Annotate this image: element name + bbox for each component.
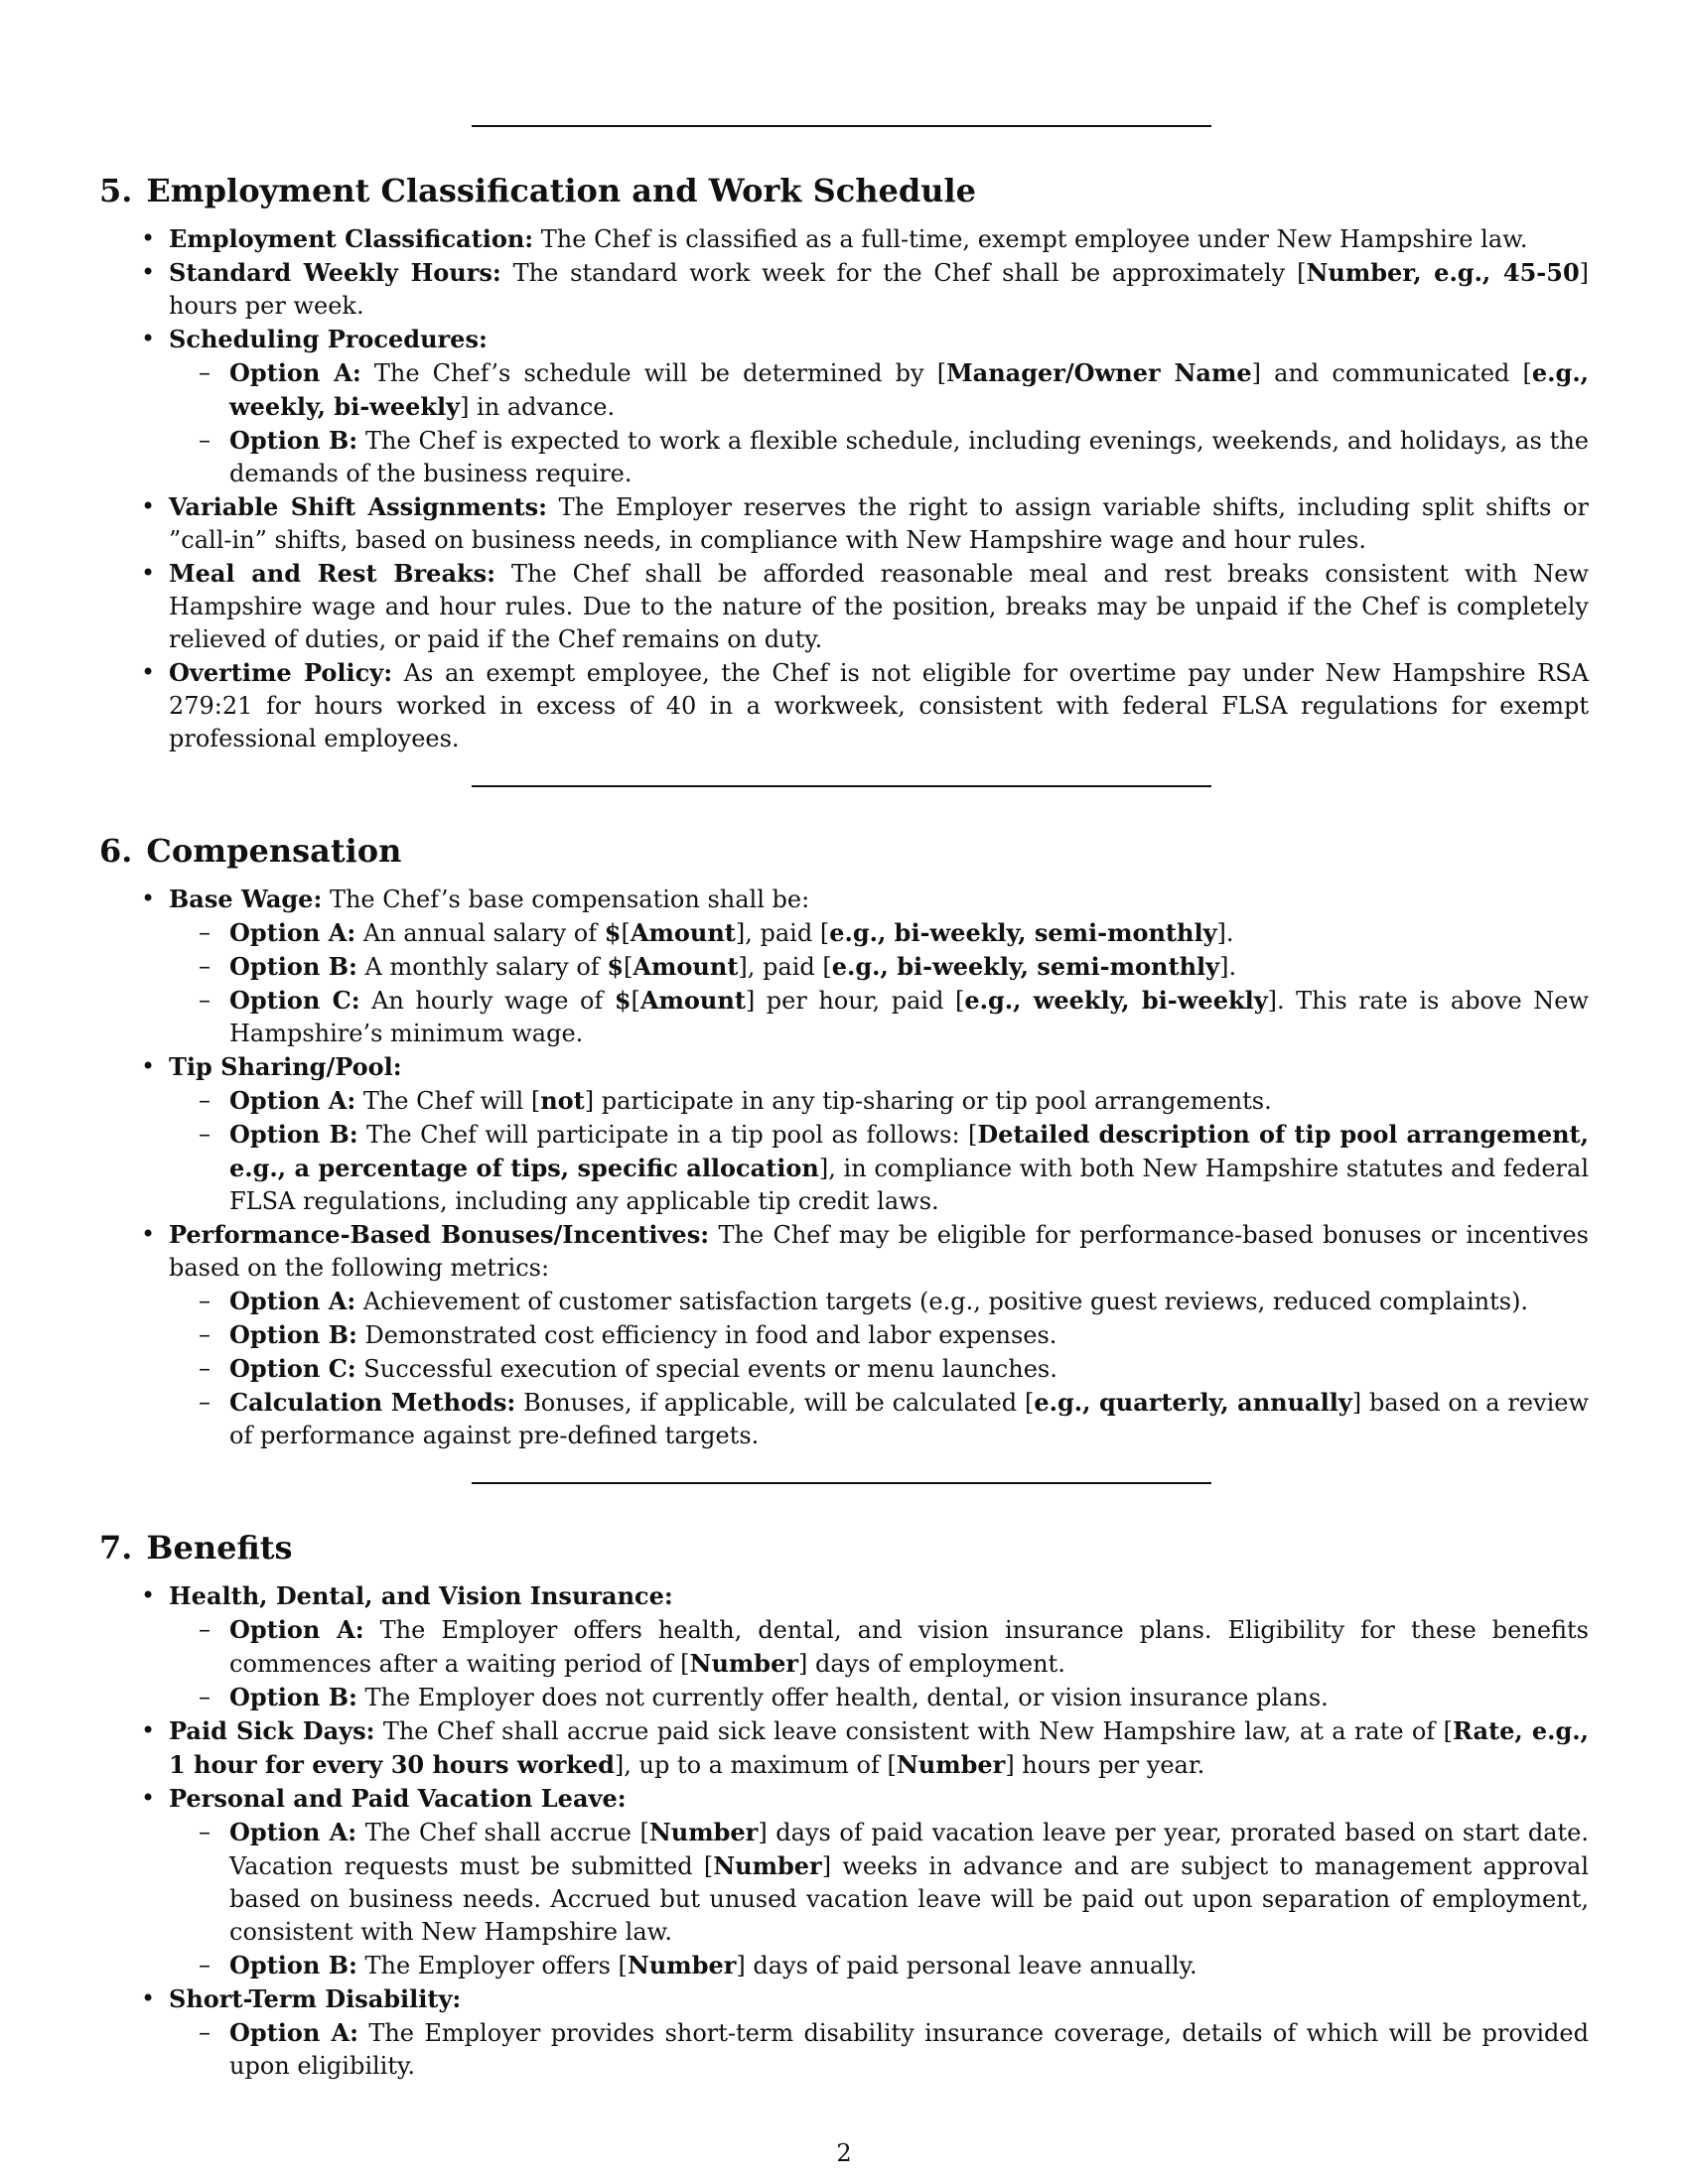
option-text: An annual salary of xyxy=(355,919,605,947)
option-text: ], paid [ xyxy=(738,953,832,981)
item-text: The standard work week for the Chef shall be approximately [ xyxy=(500,259,1307,287)
item-label: Variable Shift Assignments: xyxy=(169,492,548,521)
option-text: ]. xyxy=(1219,953,1237,981)
section-title: Employment Classification and Work Schedule xyxy=(146,172,976,209)
option-text: [ xyxy=(631,987,640,1015)
option-label: Option C: xyxy=(229,986,360,1015)
item-text: The Chef shall be afforded reasonable meal and rest breaks consistent with New Hampshire wage and hour rules. Due to the nature of the position, breaks may be unpaid if the Chef is completely relieved of duties, or paid if the Chef remains on duty. xyxy=(169,560,1589,653)
option-a xyxy=(169,1285,1589,1318)
list-item-bonuses xyxy=(99,1218,1589,1452)
option-label: Option A: xyxy=(229,358,361,387)
sub-list xyxy=(169,1285,1589,1452)
placeholder-field: e.g., bi-weekly, semi-monthly xyxy=(831,952,1220,981)
calculation-methods xyxy=(169,1386,1589,1452)
sub-list xyxy=(169,1084,1589,1218)
currency-symbol: $ xyxy=(604,918,622,947)
option-c xyxy=(169,1352,1589,1386)
option-text: ]. xyxy=(1216,919,1234,947)
option-text: ]. This rate is above New Hampshire’s minimum wage. xyxy=(229,987,1589,1047)
currency-symbol: $ xyxy=(607,952,625,981)
item-label: Short-Term Disability: xyxy=(169,1984,462,2013)
option-label: Option A: xyxy=(229,1818,357,1846)
list-item-tips xyxy=(99,1050,1589,1218)
option-b xyxy=(169,1681,1589,1714)
option-text: The Employer does not currently offer health, dental, or vision insurance plans. xyxy=(356,1684,1329,1711)
placeholder-field: e.g., weekly, bi-weekly xyxy=(229,358,1590,421)
item-text: The Chef may be eligible for performance-based bonuses or incentives based on the following metrics: xyxy=(169,1221,1589,1282)
item-label: Personal and Paid Vacation Leave: xyxy=(169,1784,627,1813)
section-7-list xyxy=(99,1579,1589,2083)
option-text: Achievement of customer satisfaction targets (e.g., positive guest reviews, reduced complaints). xyxy=(355,1288,1529,1315)
option-label: Option A: xyxy=(229,918,356,947)
option-text: ] in advance. xyxy=(460,393,616,421)
list-item-insurance xyxy=(99,1579,1589,1714)
placeholder-field: Number xyxy=(713,1851,822,1880)
option-text: ] participate in any tip-sharing or tip pool arrangements. xyxy=(584,1087,1272,1115)
option-text: ] based on a review of performance against pre-defined targets. xyxy=(229,1389,1590,1449)
list-item-vacation xyxy=(99,1782,1589,1982)
option-label: Option B: xyxy=(229,1951,357,1979)
horizontal-rule xyxy=(472,125,1211,127)
option-label: Option B: xyxy=(229,1120,358,1149)
option-text: The Chef’s schedule will be determined by [ xyxy=(360,359,947,387)
option-text: The Chef is expected to work a flexible schedule, including evenings, weekends, and holidays, as the demands of the business require. xyxy=(229,427,1589,487)
option-b xyxy=(169,1318,1589,1352)
option-a xyxy=(169,2016,1589,2083)
placeholder-field: Number xyxy=(627,1951,737,1979)
placeholder-field: Manager/Owner Name xyxy=(946,358,1252,387)
item-text: ] hours per year. xyxy=(1005,1751,1205,1779)
option-label: Calculation Methods: xyxy=(229,1388,516,1417)
option-text: The Employer offers [ xyxy=(356,1952,628,1979)
sub-list xyxy=(169,356,1589,490)
placeholder-field: not xyxy=(540,1086,585,1115)
option-text: ] and communicated [ xyxy=(1251,359,1532,387)
option-label: Option B: xyxy=(229,1683,357,1711)
list-item-weekly-hours xyxy=(99,256,1589,323)
horizontal-rule xyxy=(472,1482,1211,1484)
option-label: Option A: xyxy=(229,1086,356,1115)
option-text: Bonuses, if applicable, will be calculated [ xyxy=(515,1389,1035,1417)
item-label: Meal and Rest Breaks: xyxy=(169,559,495,588)
option-text: ] per hour, paid [ xyxy=(745,987,965,1015)
option-text: ], paid [ xyxy=(735,919,830,947)
option-text: An hourly wage of xyxy=(359,987,615,1015)
option-text: The Chef will participate in a tip pool as follows: [ xyxy=(357,1121,978,1149)
placeholder-field: Amount xyxy=(639,986,746,1015)
placeholder-field: Amount xyxy=(630,918,736,947)
option-b xyxy=(169,950,1589,984)
placeholder-field: e.g., quarterly, annually xyxy=(1034,1388,1352,1417)
page-number: 2 xyxy=(836,2139,852,2167)
item-label: Employment Classification: xyxy=(169,224,534,253)
placeholder-field: Number xyxy=(896,1750,1006,1779)
item-label: Overtime Policy: xyxy=(169,658,393,687)
option-a xyxy=(169,356,1589,424)
item-text: The Employer reserves the right to assign variable shifts, including split shifts or ”call-in” shifts, based on business needs, in compliance with New Hampshire wage and hour rules. xyxy=(169,493,1590,554)
list-item-variable-shifts xyxy=(99,490,1589,557)
option-text: Demonstrated cost efficiency in food and labor expenses. xyxy=(356,1321,1057,1349)
item-text: The Chef shall accrue paid sick leave consistent with New Hampshire law, at a rate of [ xyxy=(374,1717,1454,1745)
section-number: 5. xyxy=(99,172,133,209)
list-item-scheduling xyxy=(99,323,1589,490)
item-text: ], up to a maximum of [ xyxy=(614,1751,897,1779)
option-text: Successful execution of special events or menu launches. xyxy=(355,1355,1057,1383)
option-text: The Chef shall accrue [ xyxy=(356,1819,649,1846)
sub-list xyxy=(169,916,1589,1050)
item-label: Base Wage: xyxy=(169,885,323,913)
option-text: A monthly salary of xyxy=(356,953,608,981)
option-text: The Employer offers health, dental, and vision insurance plans. Eligibility for these benefits commences after a waiting period of [ xyxy=(229,1616,1589,1678)
sub-list xyxy=(169,2016,1589,2083)
option-label: Option B: xyxy=(229,426,358,455)
placeholder-field: e.g., weekly, bi-weekly xyxy=(964,986,1268,1015)
option-label: Option B: xyxy=(229,1320,357,1349)
option-text: ] days of paid vacation leave per year, prorated based on start date. Vacation requests must be submitted [ xyxy=(229,1819,1590,1880)
option-b xyxy=(169,1118,1589,1218)
placeholder-field: Detailed description of tip pool arrangement, e.g., a percentage of tips, specific allocation xyxy=(229,1120,1590,1182)
list-item-sick-days xyxy=(99,1714,1589,1782)
placeholder-field: Amount xyxy=(633,952,739,981)
option-b xyxy=(169,424,1589,490)
option-text: ] weeks in advance and are subject to management approval based on business needs. Accrued but unused vacation leave will be paid out upon separation of employment, consistent with New Hampshire law. xyxy=(229,1852,1589,1946)
option-text: The Chef will [ xyxy=(355,1087,541,1115)
option-text: The Employer provides short-term disability insurance coverage, details of which will be provided upon eligibility. xyxy=(229,2019,1589,2080)
sub-list xyxy=(169,1816,1589,1982)
placeholder-field: Number xyxy=(648,1818,759,1846)
option-text: ], in compliance with both New Hampshire statutes and federal FLSA regulations, including any applicable tip credit laws. xyxy=(229,1155,1590,1215)
option-label: Option C: xyxy=(229,1354,356,1383)
document-page xyxy=(99,0,1589,2083)
option-text: [ xyxy=(621,919,631,947)
option-label: Option A: xyxy=(229,1615,364,1644)
option-label: Option B: xyxy=(229,952,357,981)
option-b xyxy=(169,1949,1589,1982)
sub-list xyxy=(169,1613,1589,1714)
item-label: Performance-Based Bonuses/Incentives: xyxy=(169,1220,710,1249)
section-7-heading xyxy=(99,1528,1589,1568)
section-5-heading xyxy=(99,171,1589,210)
currency-symbol: $ xyxy=(614,986,632,1015)
option-a xyxy=(169,1613,1589,1681)
item-label: Paid Sick Days: xyxy=(169,1716,375,1745)
item-text: As an exempt employee, the Chef is not eligible for overtime pay under New Hampshire RSA 279:21 for hours worked in excess of 40 in a workweek, consistent with federal FLSA regulations for exempt professional employees. xyxy=(169,659,1589,752)
item-text: ] hours per week. xyxy=(169,259,1590,320)
list-item-overtime xyxy=(99,656,1589,755)
section-title: Compensation xyxy=(146,832,402,870)
list-item-base-wage xyxy=(99,883,1589,1050)
option-label: Option A: xyxy=(229,1287,356,1315)
option-a xyxy=(169,916,1589,950)
section-number: 6. xyxy=(99,832,133,870)
option-text: ] days of paid personal leave annually. xyxy=(736,1952,1197,1979)
list-item-classification xyxy=(99,222,1589,256)
item-text: The Chef’s base compensation shall be: xyxy=(322,886,810,913)
horizontal-rule xyxy=(472,785,1211,787)
section-number: 7. xyxy=(99,1529,133,1567)
option-a xyxy=(169,1084,1589,1118)
item-label: Scheduling Procedures: xyxy=(169,325,488,353)
placeholder-field: e.g., bi-weekly, semi-monthly xyxy=(829,918,1217,947)
list-item-disability xyxy=(99,1982,1589,2083)
option-c xyxy=(169,984,1589,1050)
option-text: [ xyxy=(624,953,633,981)
placeholder-field: Number, e.g., 45-50 xyxy=(1306,258,1580,287)
section-title: Benefits xyxy=(146,1529,293,1567)
option-text: ] days of employment. xyxy=(798,1650,1065,1678)
list-item-breaks xyxy=(99,557,1589,656)
option-label: Option A: xyxy=(229,2018,358,2047)
placeholder-field: Number xyxy=(689,1649,798,1678)
item-text: The Chef is classified as a full-time, exempt employee under New Hampshire law. xyxy=(533,225,1528,253)
item-label: Health, Dental, and Vision Insurance: xyxy=(169,1581,673,1610)
option-a xyxy=(169,1816,1589,1949)
item-label: Standard Weekly Hours: xyxy=(169,258,501,287)
section-6-heading xyxy=(99,831,1589,871)
item-label: Tip Sharing/Pool: xyxy=(169,1052,402,1081)
placeholder-field: Rate, e.g., 1 hour for every 30 hours worked xyxy=(169,1716,1590,1779)
section-6-list xyxy=(99,883,1589,1452)
section-5-list xyxy=(99,222,1589,755)
